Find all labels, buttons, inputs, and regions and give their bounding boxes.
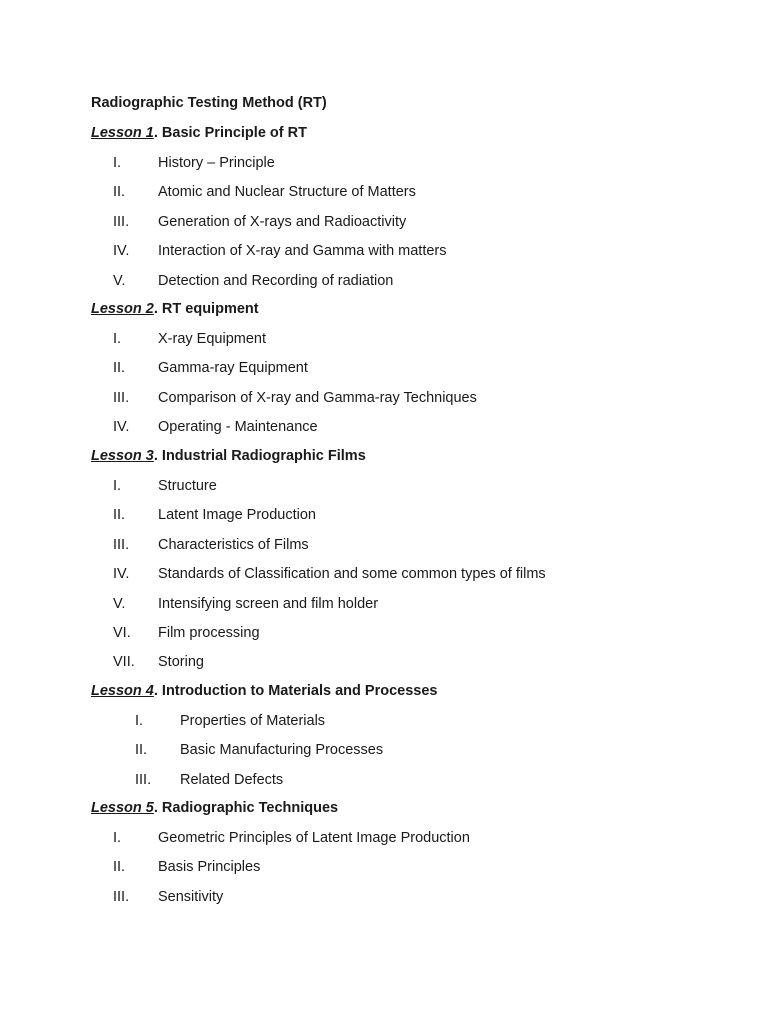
- list-item-number: I.: [135, 713, 144, 729]
- list-item-number: I.: [113, 331, 122, 347]
- lesson-label: Lesson 1: [91, 125, 154, 141]
- list-item-text: Intensifying screen and film holder: [158, 595, 379, 612]
- list-item-number: V.: [113, 272, 126, 289]
- list-item-text: Latent Image Production: [158, 507, 316, 524]
- list-item-text: Standards of Classification and some common types of films: [158, 566, 546, 583]
- list-item-number: VII.: [113, 654, 135, 671]
- lesson-heading: [91, 448, 366, 464]
- list-item-number: IV.: [113, 419, 130, 436]
- list-item-text: Film processing: [158, 625, 260, 641]
- list-item-text: X-ray Equipment: [158, 331, 266, 347]
- list-item-number: II.: [113, 360, 126, 377]
- list-item-text: Structure: [158, 478, 217, 494]
- list-item-number: III.: [113, 389, 130, 406]
- list-item-text: Atomic and Nuclear Structure of Matters: [158, 184, 416, 201]
- lesson-title: . RT equipment: [153, 301, 259, 317]
- list-item-text: Comparison of X-ray and Gamma-ray Techniques: [158, 389, 477, 406]
- lesson-title: . Industrial Radiographic Films: [153, 448, 366, 464]
- list-item-number: II.: [113, 859, 126, 876]
- list-item-number: IV.: [113, 566, 130, 583]
- list-item-text: Operating - Maintenance: [158, 419, 318, 436]
- list-item-number: IV.: [113, 243, 130, 260]
- document-title: Radiographic Testing Method (RT): [91, 95, 327, 111]
- list-item-text: Sensitivity: [158, 888, 224, 905]
- lesson-title: . Basic Principle of RT: [153, 125, 307, 141]
- list-item-text: History – Principle: [158, 155, 275, 171]
- list-item-number: II.: [135, 742, 148, 759]
- list-item-number: I.: [113, 830, 122, 846]
- list-item-text: Gamma-ray Equipment: [158, 360, 308, 377]
- lesson-title: . Introduction to Materials and Processes: [153, 683, 438, 699]
- lesson-heading: [91, 800, 338, 816]
- list-item-text: Related Defects: [180, 771, 284, 788]
- list-item-text: Basis Principles: [158, 859, 261, 876]
- lesson-heading: [91, 125, 307, 141]
- list-item-number: III.: [113, 888, 130, 905]
- list-item-number: I.: [113, 155, 122, 171]
- lesson-label: Lesson 4: [91, 683, 154, 699]
- list-item-text: Geometric Principles of Latent Image Production: [158, 830, 470, 846]
- list-item-number: III.: [113, 213, 130, 230]
- list-item-number: II.: [113, 184, 126, 201]
- list-item-number: I.: [113, 478, 122, 494]
- lesson-heading: [91, 683, 437, 699]
- list-item-text: Characteristics of Films: [158, 536, 309, 553]
- list-item-number: VI.: [113, 625, 131, 641]
- lesson-label: Lesson 2: [91, 301, 154, 317]
- list-item-text: Storing: [158, 654, 204, 671]
- lesson-label: Lesson 3: [91, 448, 154, 464]
- lesson-label: Lesson 5: [91, 800, 154, 816]
- list-item-text: Generation of X-rays and Radioactivity: [158, 213, 407, 230]
- list-item-number: II.: [113, 507, 126, 524]
- list-item-text: Interaction of X-ray and Gamma with matters: [158, 243, 447, 260]
- list-item-text: Properties of Materials: [180, 713, 326, 729]
- list-item-text: Basic Manufacturing Processes: [180, 742, 384, 759]
- list-item-number: V.: [113, 595, 126, 612]
- list-item-text: Detection and Recording of radiation: [158, 272, 394, 289]
- list-item-number: III.: [113, 536, 130, 553]
- list-item-number: III.: [135, 771, 152, 788]
- lesson-title: . Radiographic Techniques: [153, 800, 339, 816]
- lesson-heading: [91, 301, 259, 317]
